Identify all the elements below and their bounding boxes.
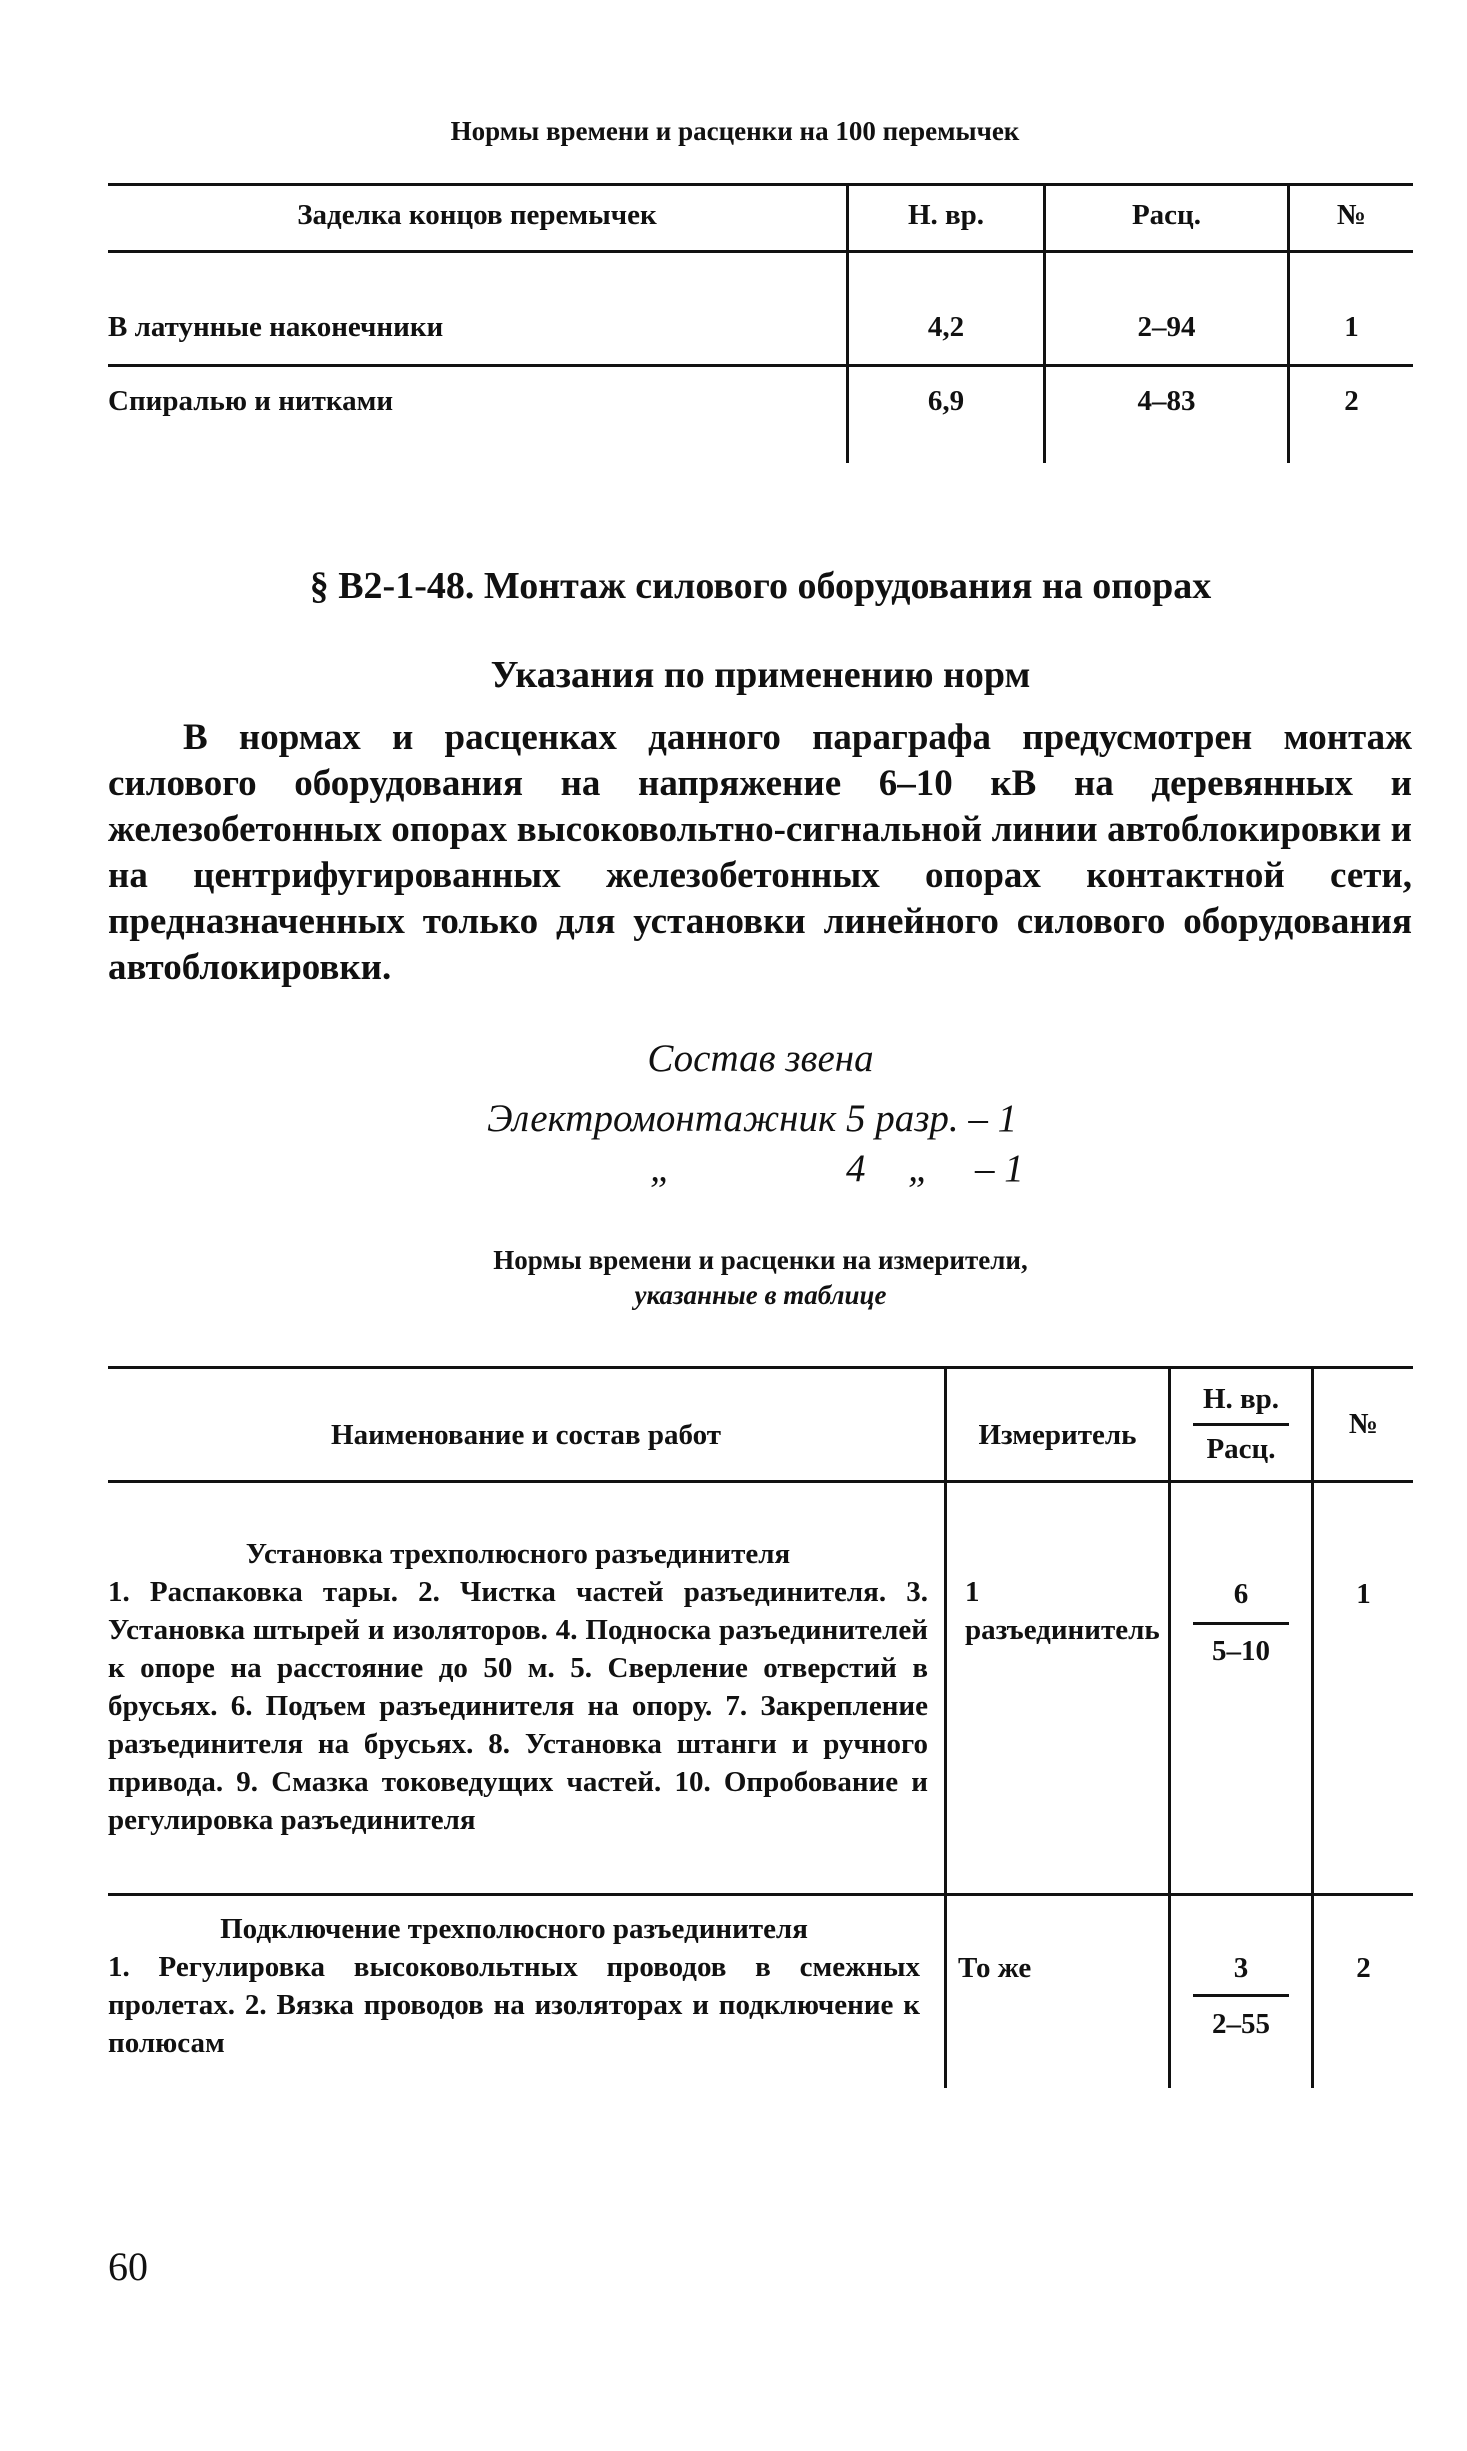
crew-line-2-ditto: „: [650, 1147, 672, 1190]
table2-header-time: Н. вр.: [1202, 1383, 1280, 1415]
table-row: Спиралью и нитками: [108, 385, 394, 417]
table-cell-rate: 5–10: [1212, 1635, 1270, 1667]
table2-row-rule: [108, 1893, 1413, 1896]
table2-header-rule: [108, 1480, 1413, 1483]
table-cell-unit: 1 разъединитель: [965, 1576, 1160, 1646]
table2-header-rate: Расц.: [1206, 1433, 1276, 1465]
work-description: 1. Регулировка высоковольтных проводов в смежных пролетах. 2. Вязка проводов на изоляторах и подключение к полюсам: [108, 1951, 920, 2059]
table1-header-work: Заделка концов перемычек: [297, 199, 657, 231]
section-subtitle: Указания по применению норм: [490, 654, 1031, 696]
table2-top-rule: [108, 1366, 1413, 1369]
page-number: 60: [108, 2244, 148, 2289]
table-cell-unit: То же: [958, 1952, 1032, 1984]
table1-header-rate: Расц.: [1131, 199, 1202, 231]
table1-top-rule: [108, 183, 1413, 186]
table2-caption: Нормы времени и расценки на измерители,: [493, 1245, 1028, 1275]
table1-caption: Нормы времени и расценки на 100 перемычек: [450, 116, 1020, 146]
table-cell-rate: 2–55: [1212, 2008, 1270, 2040]
table-cell-time: 6,9: [927, 385, 965, 417]
table-cell-time: 6: [1233, 1578, 1249, 1610]
table-cell-num: 2: [1344, 385, 1359, 417]
crew-line-2-grade: 4: [846, 1147, 866, 1190]
crew-line-1: Электромонтажник 5 разр. – 1: [487, 1097, 1018, 1140]
table-cell-rate: 2–94: [1137, 311, 1196, 343]
table-cell-time: 3: [1233, 1952, 1249, 1984]
table-row: [108, 1910, 920, 2062]
work-description: 1. Распаковка тары. 2. Чистка частей разъединителя. 3. Установка штырей и изоляторов. 4. Подноска разъединителей к опоре на расстояние до 50 м. 5. Сверление отверстий в брусьях. 6. Подъем разъединителя на опору. 7. Закрепление разъединителя на брусьях. 8. Установка штанги и ручного привода. 9. Смазка токоведущих частей. 10. Опробование и регулировка разъединителя: [108, 1576, 928, 1836]
table-row: В латунные наконечники: [108, 311, 444, 343]
crew-heading: Состав звена: [647, 1037, 874, 1080]
table-cell-num: 1: [1344, 311, 1359, 343]
table2-caption: указанные в таблице: [634, 1280, 887, 1310]
table1-row-rule: [108, 364, 1413, 367]
table2-header-num: №: [1348, 1408, 1379, 1440]
work-title: Установка трехполюсного разъединителя: [245, 1538, 791, 1570]
table-cell-num: 2: [1356, 1952, 1371, 1984]
section-paragraph: В нормах и расценках данного параграфа предусмотрен монтаж силового оборудования на напряжение 6–10 кВ на деревянных и железобетонных опорах высоковольтно-сигнальной линии автоблокировки и на центрифугированных железобетонных опорах контактной сети, предназначенных только для установки линейного силового оборудования автоблокировки.: [108, 717, 1412, 988]
work-title: Подключение трехполюсного разъединителя: [220, 1913, 808, 1945]
fraction-line: [1193, 1423, 1289, 1426]
table2-col-divider: [944, 1366, 947, 2088]
table2-header-work: Наименование и состав работ: [331, 1419, 721, 1451]
table-row: [108, 1535, 928, 1839]
section-title: § В2-1-48. Монтаж силового оборудования на опорах: [309, 565, 1212, 607]
fraction-line: [1193, 1622, 1289, 1625]
table-cell-num: 1: [1356, 1578, 1371, 1610]
crew-line-2-count: – 1: [975, 1147, 1024, 1190]
crew-line-2-ditto: „: [908, 1147, 930, 1190]
table2-header-unit: Измеритель: [978, 1419, 1137, 1451]
table1-header-rule: [108, 250, 1413, 253]
table1-header-num: №: [1336, 199, 1367, 231]
table-cell-time: 4,2: [927, 311, 965, 343]
table-cell-rate: 4–83: [1137, 385, 1196, 417]
fraction-line: [1193, 1994, 1289, 1997]
table1-header-time: Н. вр.: [907, 199, 985, 231]
